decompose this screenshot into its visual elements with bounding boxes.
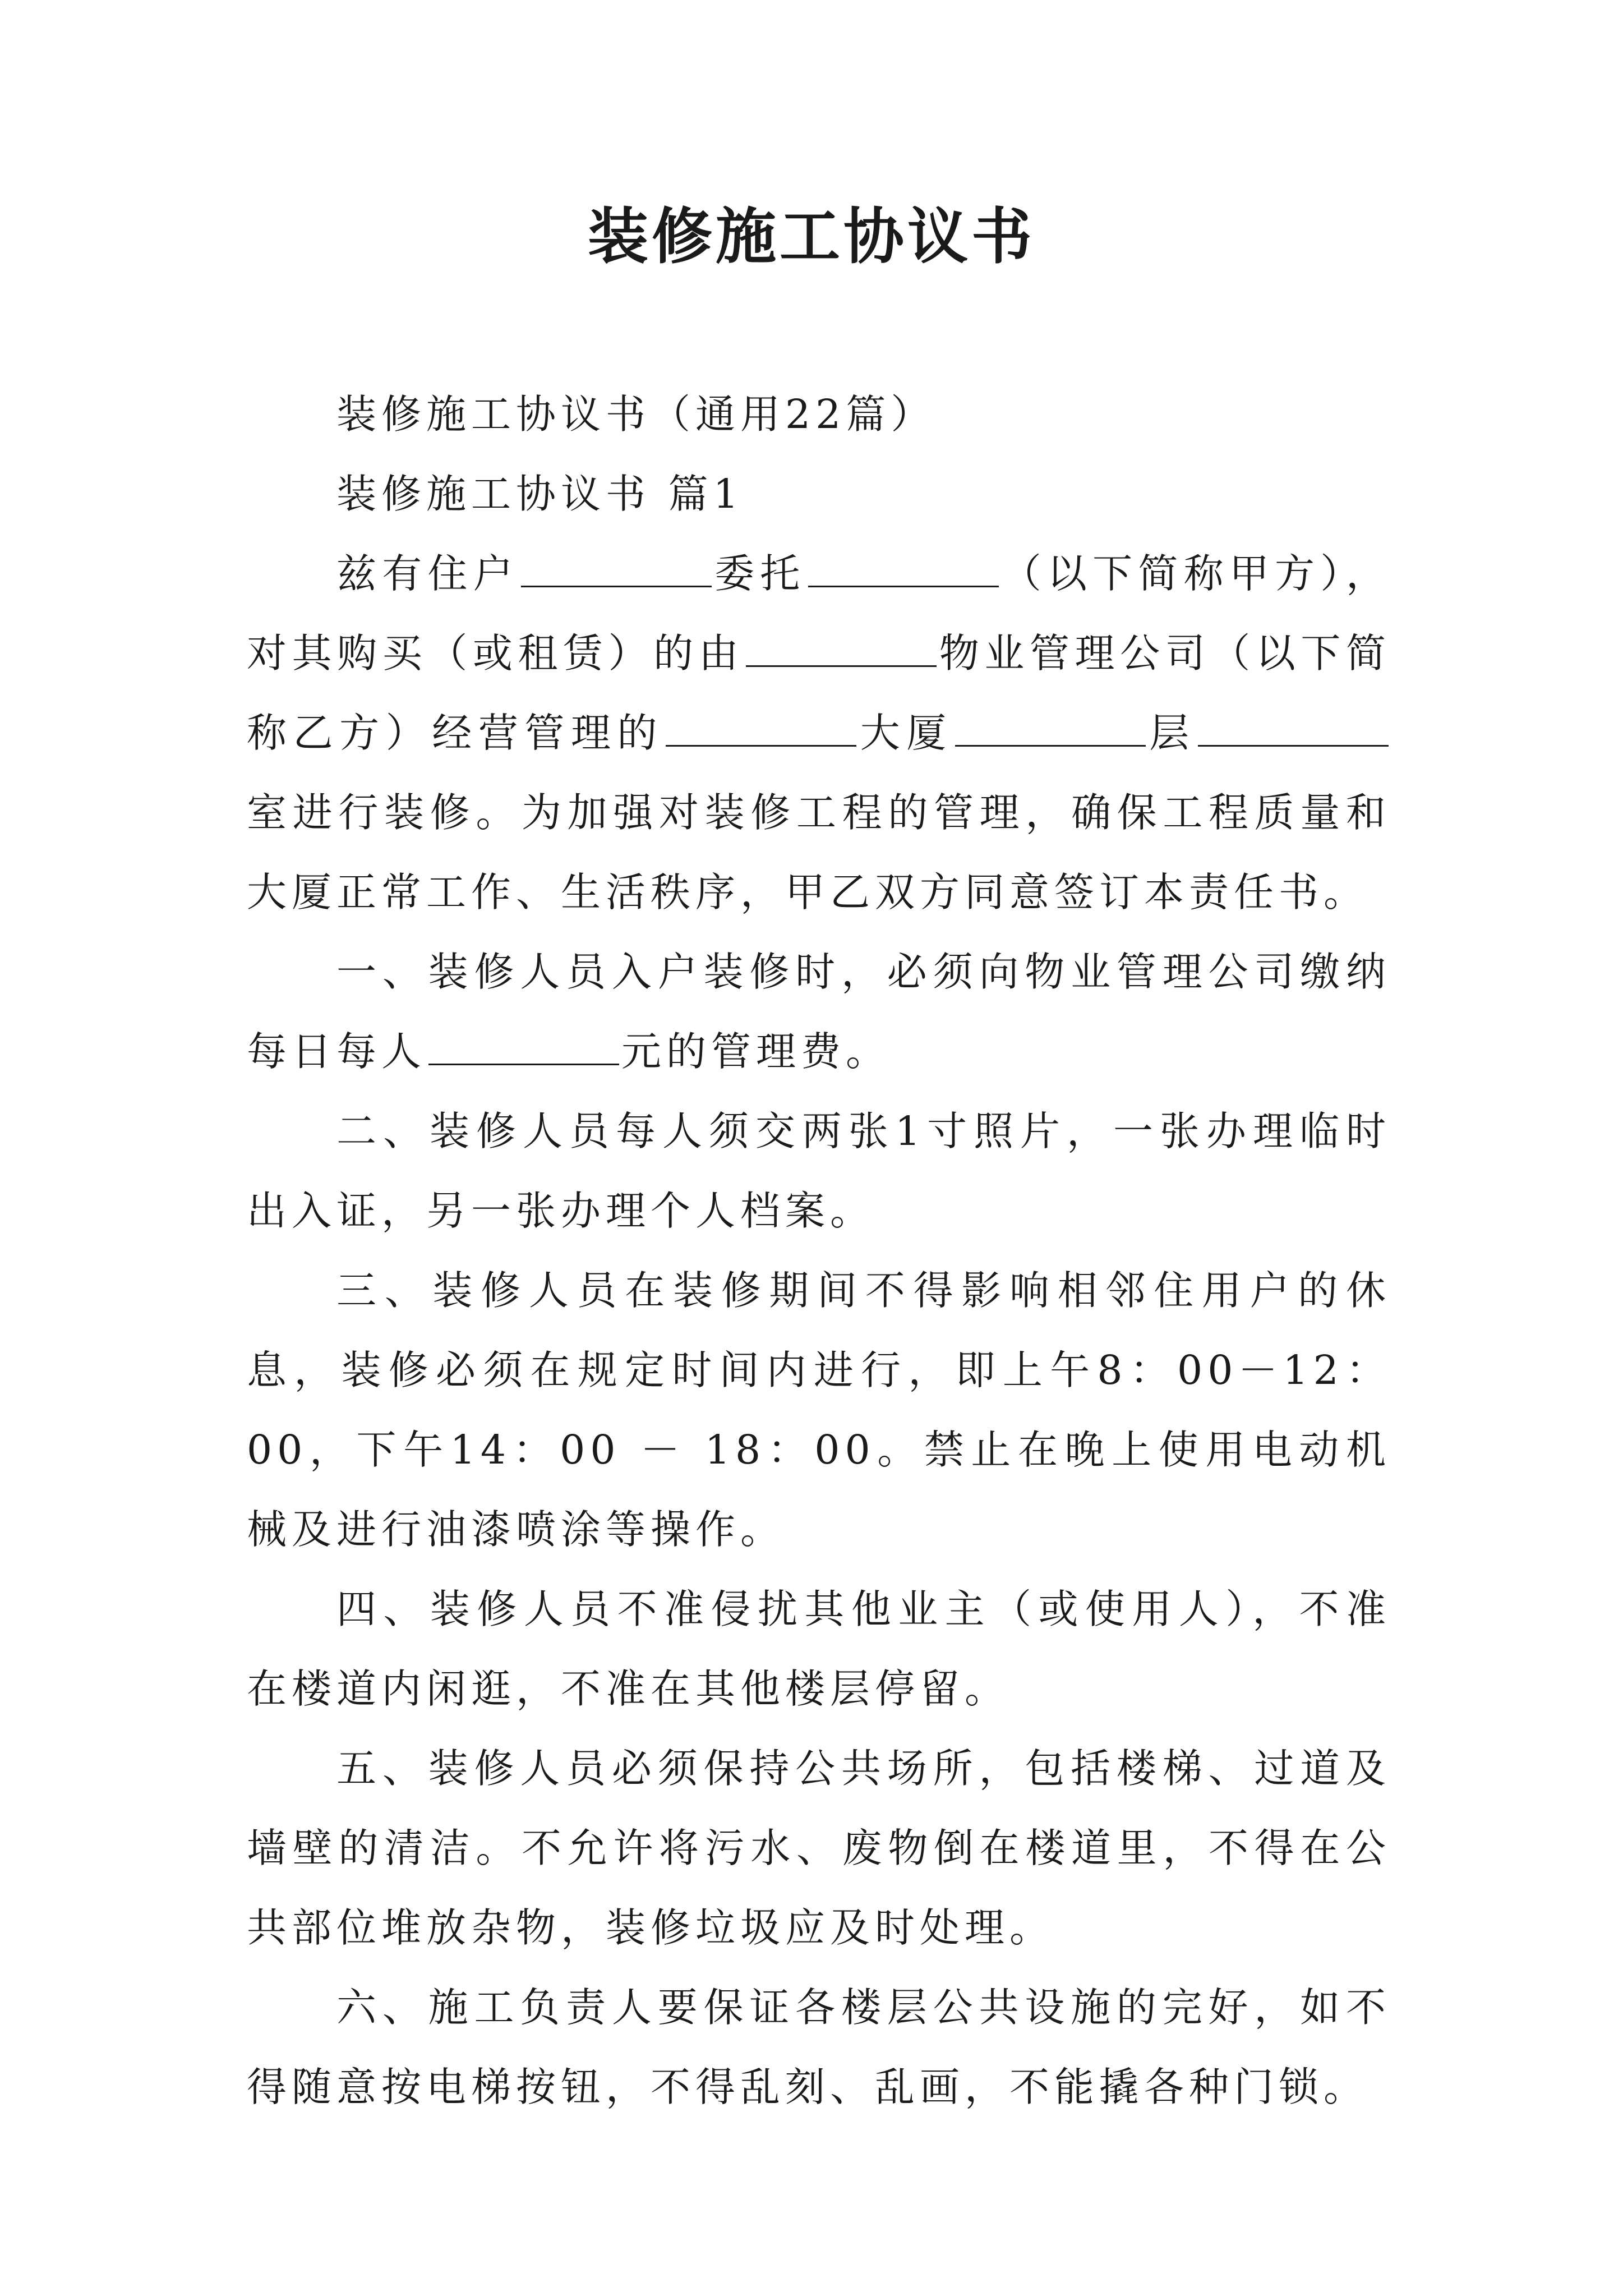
clause-1 [247, 932, 1391, 1092]
management-fee-blank [428, 1023, 619, 1065]
document-body [247, 375, 1391, 2127]
intro-text-4: 物业管理公司（以下简称乙方）经营管理的 [247, 630, 1391, 756]
property-company-blank [746, 625, 937, 667]
intro-text-7: 室进行装修。为加强对装修工程的管理，确保工程质量和大厦正常工作、生活秩序，甲乙双方同意签订本责任书。 [247, 789, 1391, 915]
intro-text-2: 委托 [713, 550, 806, 597]
clause-6: 六、施工负责人要保证各楼层公共设施的完好，如不得随意按电梯按钮，不得乱刻、乱画，不能撬各种门锁。 [247, 1984, 1391, 2110]
clause-1-text-before: 一、装修人员入户装修时，必须向物业管理公司缴纳每日每人 [247, 949, 1391, 1075]
intro-text-6: 层 [1147, 710, 1196, 756]
resident-name-blank [521, 545, 712, 587]
article-heading: 装修施工协议书 篇1 [336, 471, 744, 517]
collection-heading: 装修施工协议书（通用22篇） [336, 391, 936, 438]
clause-4: 四、装修人员不准侵扰其他业主（或使用人），不准在楼道内闲逛，不准在其他楼层停留。 [247, 1586, 1391, 1712]
intro-paragraph [247, 534, 1391, 932]
floor-number-blank [955, 705, 1146, 747]
document-title: 装修施工协议书 [587, 201, 1035, 272]
intro-text-1: 兹有住户 [336, 550, 519, 597]
intro-text-3: （以下简称甲方），对其购买（或租赁）的由 [247, 550, 1391, 677]
clause-3: 三、装修人员在装修期间不得影响相邻住用户的休息，装修必须在规定时间内进行，即上午8：00－12：00，下午14：00 － 18：00。禁止在晚上使用电动机械及进行油漆喷涂等操作。 [247, 1267, 1391, 1553]
building-name-blank [666, 705, 856, 747]
room-number-blank [1198, 705, 1389, 747]
clause-2: 二、装修人员每人须交两张1寸照片，一张办理临时出入证，另一张办理个人档案。 [247, 1108, 1391, 1234]
clause-5: 五、装修人员必须保持公共场所，包括楼梯、过道及墙壁的清洁。不允许将污水、废物倒在楼道里，不得在公共部位堆放杂物，装修垃圾应及时处理。 [247, 1745, 1391, 1951]
intro-text-5: 大厦 [859, 710, 953, 756]
agent-name-blank [808, 545, 999, 587]
clause-1-text-after: 元的管理费。 [621, 1028, 891, 1075]
